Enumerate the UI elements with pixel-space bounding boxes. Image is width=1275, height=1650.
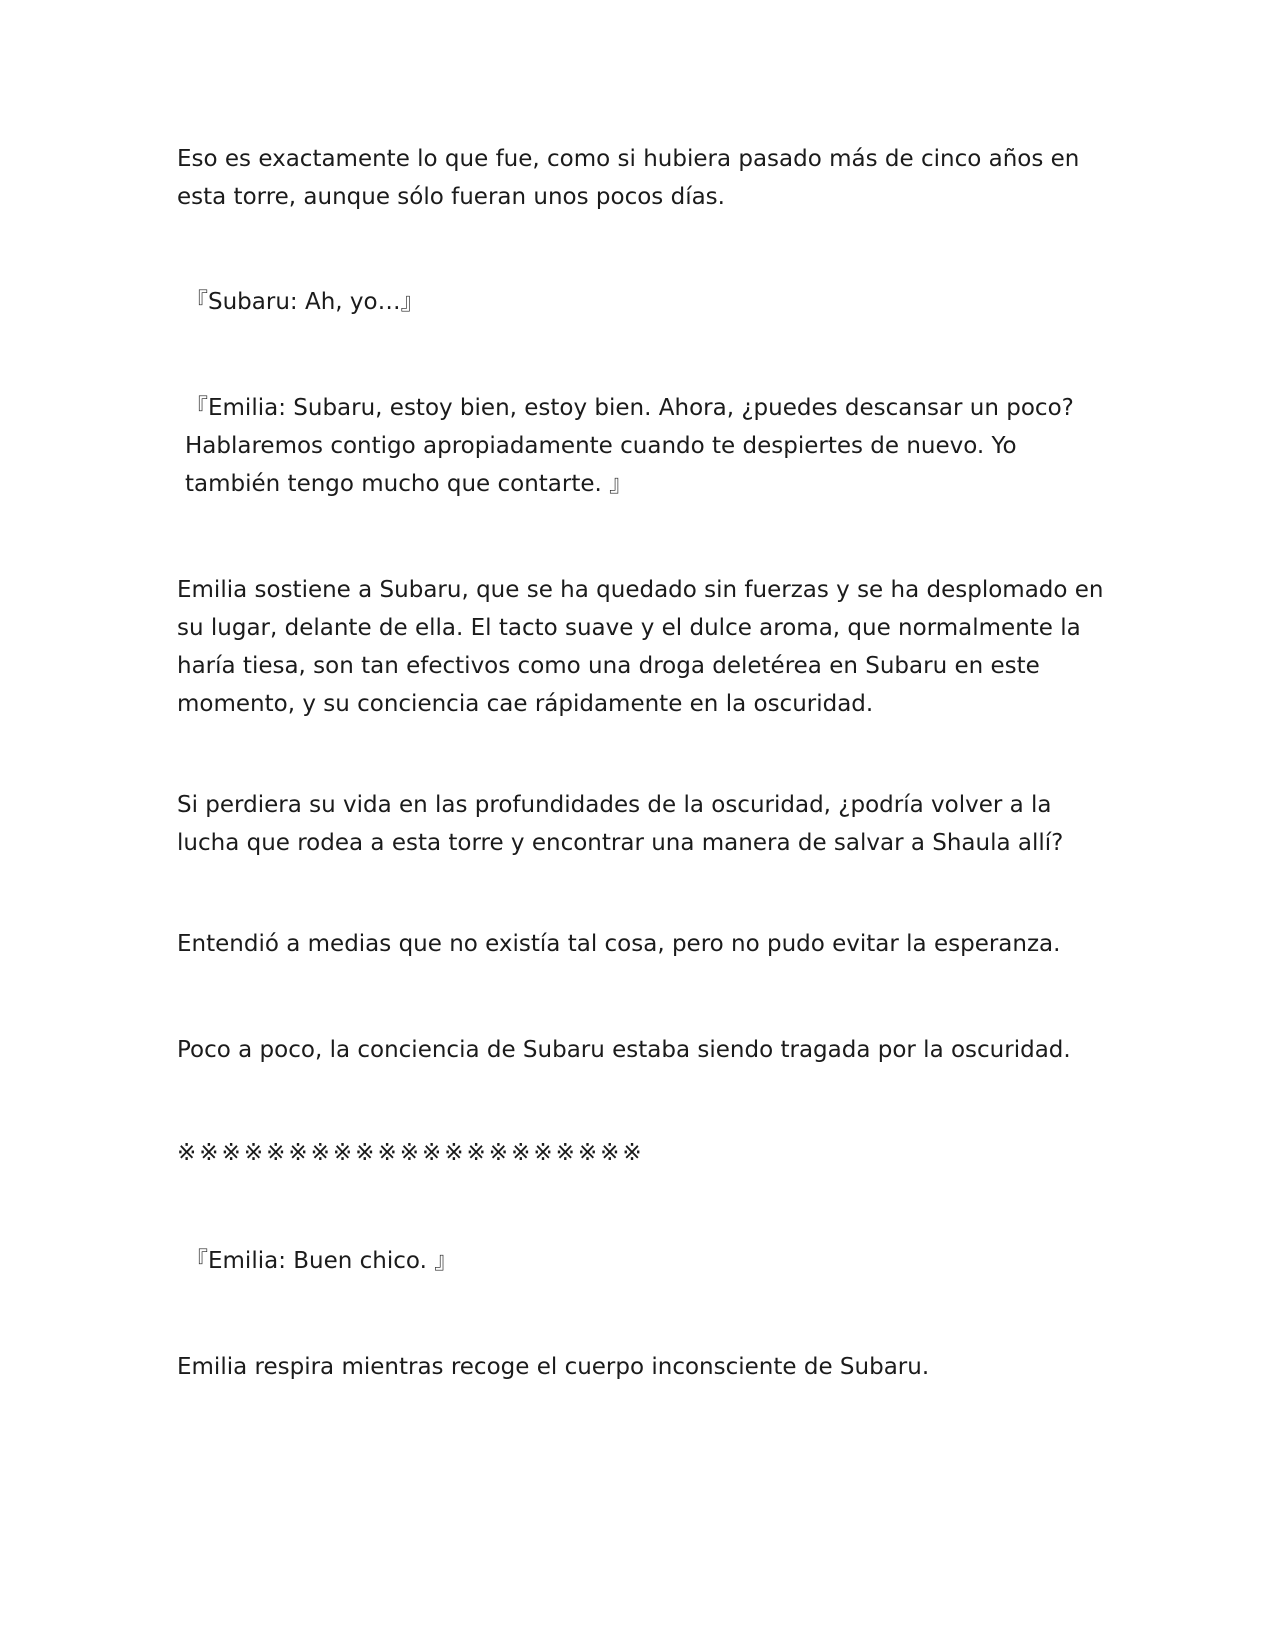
paragraph-narration-6: Emilia respira mientras recoge el cuerpo inconsciente de Subaru. (177, 1354, 930, 1380)
paragraph-dialogue-emilia-2: 『Emilia: Buen chico. 』 (185, 1248, 458, 1274)
paragraph-narration-3: Si perdiera su vida en las profundidades de la oscuridad, ¿podría volver a la lucha que rodea a esta torre y encontrar una manera de salvar a Shaula allí? (177, 792, 1064, 856)
paragraph-dialogue-emilia-1: 『Emilia: Subaru, estoy bien, estoy bien. Ahora, ¿puedes descansar un poco? Hablaremos contigo apropiadamente cuando te despiertes de nuevo. Yo también tengo mucho que contarte. 』 (185, 395, 1074, 497)
paragraph-dialogue-subaru: 『Subaru: Ah, yo…』 (185, 289, 424, 315)
scene-break-marks: ※※※※※※※※※※※※※※※※※※※※※ (177, 1140, 645, 1166)
paragraph-narration-2: Emilia sostiene a Subaru, que se ha quedado sin fuerzas y se ha desplomado en su lugar, delante de ella. El tacto suave y el dulce aroma, que normalmente la haría tiesa, son tan efectivos como una droga deletérea en Subaru en este momento, y su conciencia cae rápidamente en la oscuridad. (177, 577, 1104, 717)
paragraph-narration-5: Poco a poco, la conciencia de Subaru estaba siendo tragada por la oscuridad. (177, 1037, 1071, 1063)
paragraph-narration-1: Eso es exactamente lo que fue, como si hubiera pasado más de cinco años en esta torre, aunque sólo fueran unos pocos días. (177, 146, 1080, 210)
paragraph-narration-4: Entendió a medias que no existía tal cosa, pero no pudo evitar la esperanza. (177, 931, 1061, 957)
